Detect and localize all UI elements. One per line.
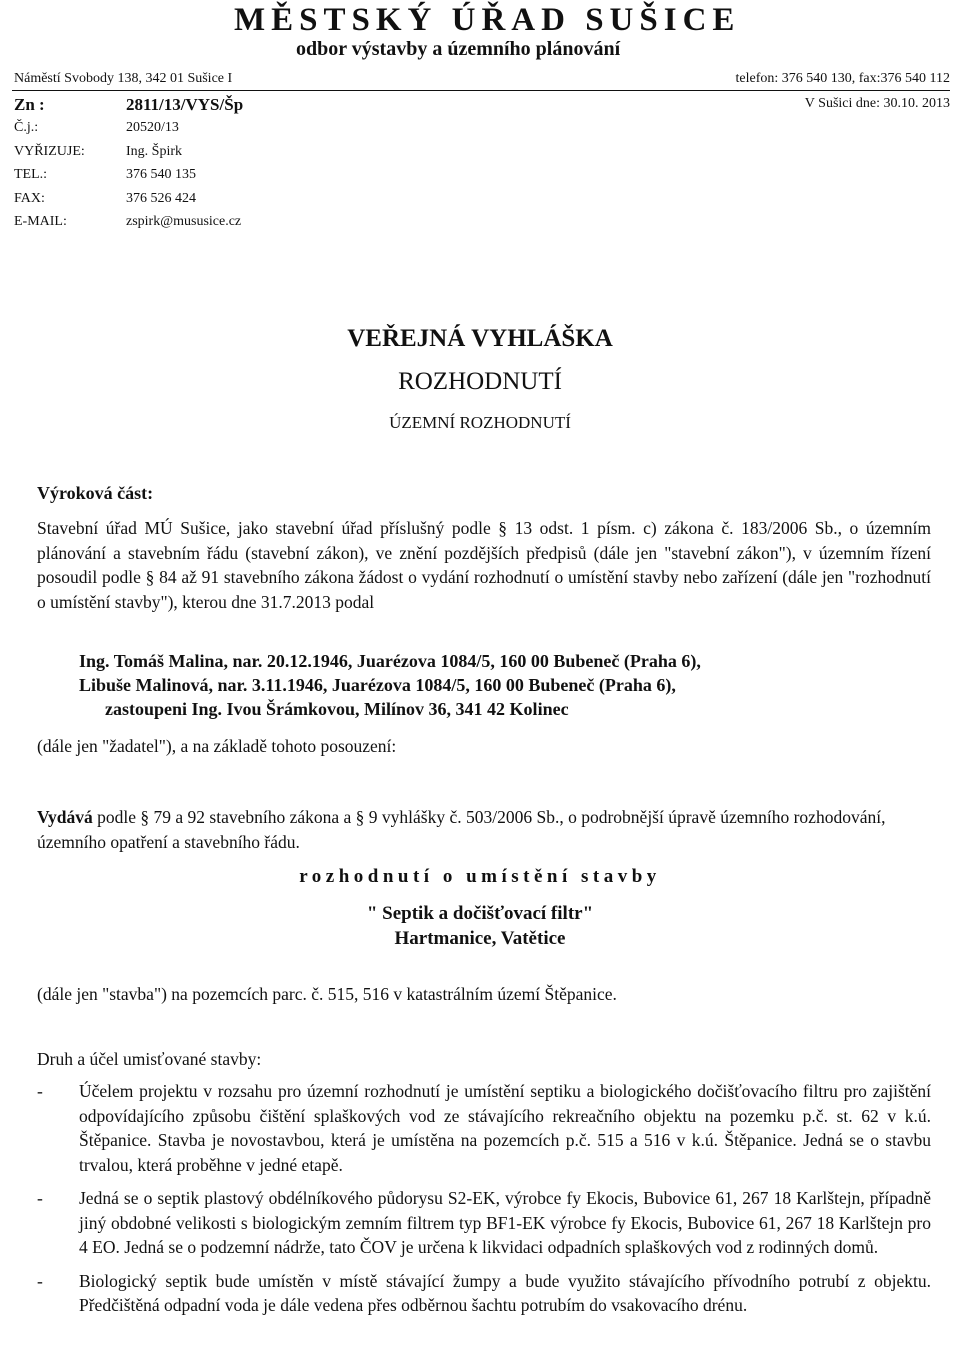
- operative-part-heading: Výroková část:: [37, 483, 154, 503]
- reference-value: 376 540 135: [126, 167, 196, 183]
- building-place: Hartmanice, Vatětice: [394, 928, 566, 949]
- reference-value: Ing. Špirk: [126, 143, 182, 159]
- document-date: V Sušici dne: 30.10. 2013: [804, 96, 950, 111]
- reference-value: 376 526 424: [126, 190, 196, 206]
- reference-row: [14, 140, 243, 164]
- hereinafter-building: (dále jen "stavba") na pozemcích parc. č. 515, 516 v katastrálním území Štěpanice.: [37, 984, 617, 1004]
- reference-row: [14, 117, 243, 141]
- reference-label: Č.j.:: [14, 120, 39, 136]
- list-dash: -: [37, 1270, 43, 1291]
- hereinafter-applicant: (dále jen "žadatel"), a na základě tohoto posouzení:: [37, 736, 397, 756]
- issues-paragraph: [37, 805, 931, 854]
- intro-paragraph: Stavební úřad MÚ Sušice, jako stavební úřad příslušný podle § 13 odst. 1 písm. c) zákona č. 183/2006 Sb., o územním plánování a stavebním řádu (stavební zákon), ve znění pozdějších předpisů (dále jen "stavební zákon"), v územním řízení posoudil podle § 84 až 91 stavebního zákona žádost o vydání rozhodnutí o umístění stavby nebo zařízení (dále jen "rozhodnutí o umístění stavby"), kterou dne 31.7.2013 podal: [37, 518, 931, 612]
- territorial-decision-title: ÚZEMNÍ ROZHODNUTÍ: [389, 413, 571, 432]
- purpose-heading: Druh a účel umisťované stavby:: [37, 1049, 262, 1069]
- reference-label: E-MAIL:: [14, 214, 67, 230]
- reference-value: 20520/13: [126, 120, 179, 136]
- reference-table: [14, 93, 243, 234]
- issues-keyword: Vydává: [37, 807, 93, 827]
- purpose-list: [37, 1079, 931, 1327]
- reference-label: Zn :: [14, 94, 45, 114]
- office-address: Náměstí Svobody 138, 342 01 Sušice I: [14, 71, 233, 86]
- office-phone-fax: telefon: 376 540 130, fax:376 540 112: [735, 71, 950, 86]
- applicant-line: Ing. Tomáš Malina, nar. 20.12.1946, Juarézova 1084/5, 160 00 Bubeneč (Praha 6),: [79, 651, 701, 671]
- reference-row: [14, 187, 243, 211]
- reference-label: TEL.:: [14, 167, 48, 183]
- reference-value: 2811/13/VYS/Šp: [126, 94, 244, 114]
- list-item: [37, 1186, 931, 1260]
- list-item: [37, 1269, 931, 1318]
- list-dash: -: [37, 1081, 43, 1101]
- reference-label: FAX:: [14, 190, 45, 206]
- list-item-text: Biologický septik bude umístěn v místě stávající žumpy a bude využito stávajícího přívodního potrubí z objektu. Předčištěná odpadní voda je dále vedena přes odběrnou šachtu potrubím do vsakovacího drénu.: [79, 1270, 931, 1315]
- decision-spaced-heading: rozhodnutí o umístění stavby: [299, 866, 661, 887]
- reference-label: VYŘIZUJE:: [14, 143, 85, 159]
- list-item-text: Účelem projektu v rozsahu pro územní rozhodnutí je umístění septiku a biologického dočišťovacího filtru pro zajištění odpovídajícího způsobu čištění splaškových vod ze stávajícího rekreačního objektu na pozemku p.č. st. 62 v k.ú. Štěpanice. Stavba je novostavbou, která je umístěna na pozemcích p.č. 515 a 516 v k.ú. Štěpanice. Jedná se o stavbu trvalou, která proběhne v jedné etapě.: [79, 1081, 931, 1175]
- applicants-block: [79, 649, 701, 721]
- office-title: MĚSTSKÝ ÚŘAD SUŠICE: [234, 2, 741, 38]
- building-name: " Septik a dočišťovací filtr": [366, 903, 594, 924]
- list-item: [37, 1079, 931, 1177]
- reference-row: [14, 164, 243, 188]
- applicant-line: Libuše Malinová, nar. 3.11.1946, Juarézova 1084/5, 160 00 Bubeneč (Praha 6),: [79, 675, 676, 695]
- decision-title: ROZHODNUTÍ: [398, 368, 562, 395]
- public-notice-title: VEŘEJNÁ VYHLÁŠKA: [347, 325, 613, 352]
- list-item-text: Jedná se o septik plastový obdélníkového půdorysu S2-EK, výrobce fy Ekocis, Bubovice 61, 267 18 Karlštejn, případně jiný obdobné velikosti s biologickým zemním filtrem typ BF1-EK výrobce fy Ekocis, Bubovice 61, 267 18 Karlštejn pro 4 EO. Jedná se o podzemní nádrže, tato ČOV je určena k likvidaci odpadních splaškových vod z rodinných domů.: [79, 1188, 931, 1257]
- issues-text: podle § 79 a 92 stavebního zákona a § 9 vyhlášky č. 503/2006 Sb., o podrobnější úpravě územního rozhodování, územního opatření a stavebního řádu.: [37, 807, 886, 852]
- office-subtitle: odbor výstavby a územního plánování: [296, 38, 621, 60]
- reference-row: [14, 211, 243, 235]
- reference-value: zspirk@mususice.cz: [126, 214, 242, 230]
- representative-line: zastoupeni Ing. Ivou Šrámkovou, Milínov 36, 341 42 Kolinec: [105, 699, 569, 719]
- list-dash: -: [37, 1188, 43, 1208]
- reference-row: [14, 93, 243, 117]
- header-divider: [12, 90, 950, 91]
